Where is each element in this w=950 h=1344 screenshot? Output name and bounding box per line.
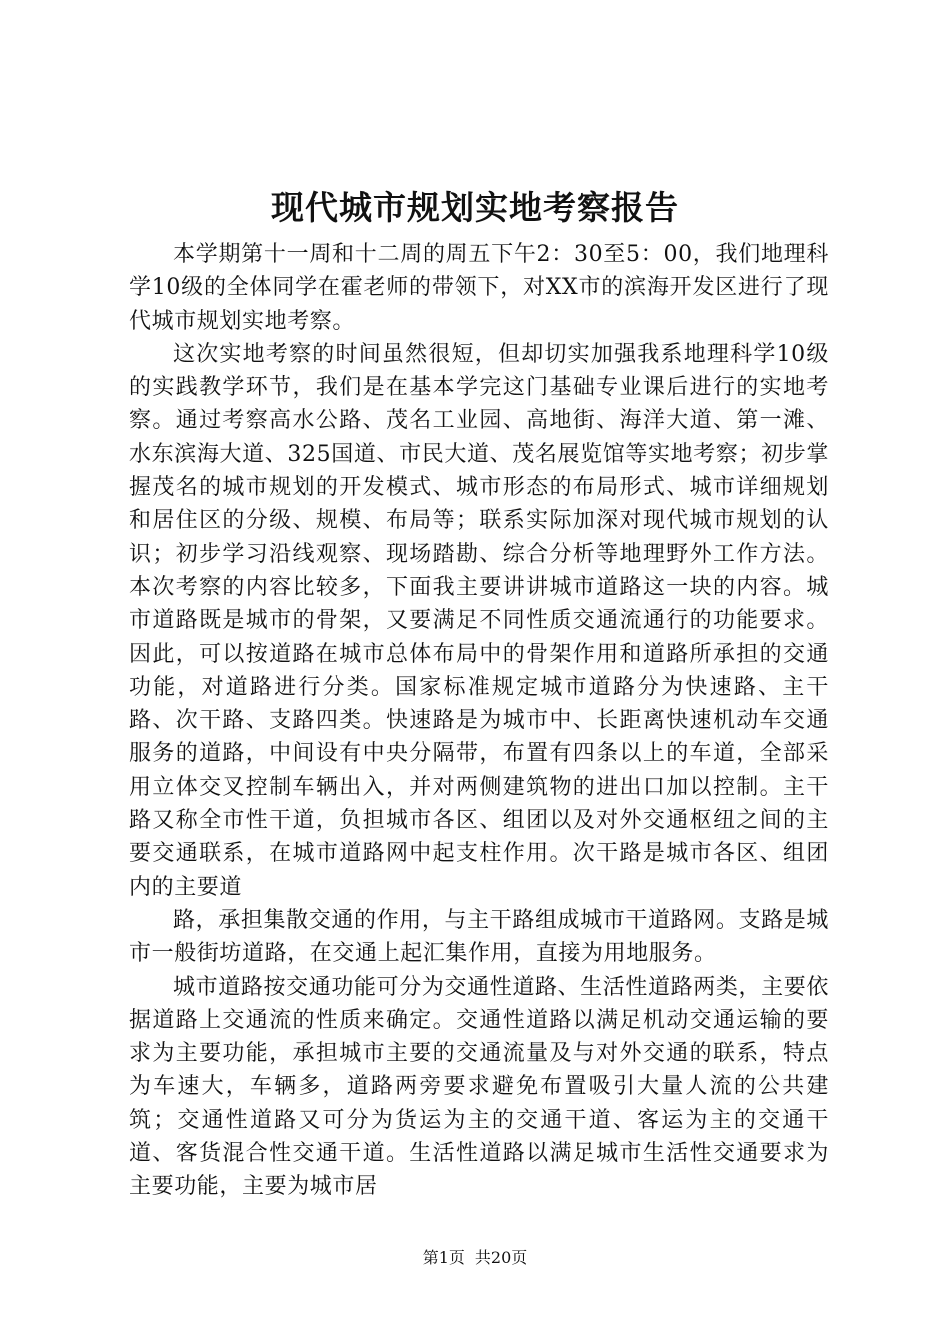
page-number: 第1页 bbox=[422, 1248, 465, 1267]
document-body bbox=[129, 238, 829, 1204]
paragraph-4: 城市道路按交通功能可分为交通性道路、生活性道路两类，主要依据道路上交通流的性质来确定。交通性道路以满足机动交通运输的要求为主要功能，承担城市主要的交通流量及与对外交通的联系，特点为车速大，车辆多，道路两旁要求避免布置吸引大量人流的公共建筑；交通性道路又可分为货运为主的交通干道、客运为主的交通干道、客货混合性交通干道。生活性道路以满足城市生活性交通要求为主要功能，主要为城市居 bbox=[129, 974, 829, 1200]
document-title: 现代城市规划实地考察报告 bbox=[271, 188, 679, 227]
paragraph-3: 路，承担集散交通的作用，与主干路组成城市干道路网。支路是城市一般街坊道路，在交通上起汇集作用，直接为用地服务。 bbox=[129, 907, 829, 967]
paragraph-2: 这次实地考察的时间虽然很短，但却切实加强我系地理科学10级的实践教学环节，我们是在基本学完这门基础专业课后进行的实地考察。通过考察高水公路、茂名工业园、高地街、海洋大道、第一滩、水东滨海大道、325国道、市民大道、茂名展览馆等实地考察；初步掌握茂名的城市规划的开发模式、城市形态的布局形式、城市详细规划和居住区的分级、规模、布局等；联系实际加深对现代城市规划的认识；初步学习沿线观察、现场踏勘、综合分析等地理野外工作方法。本次考察的内容比较多，下面我主要讲讲城市道路这一块的内容。城市道路既是城市的骨架，又要满足不同性质交通流通行的功能要求。因此，可以按道路在城市总体布局中的骨架作用和道路所承担的交通功能，对道路进行分类。国家标准规定城市道路分为快速路、主干路、次干路、支路四类。快速路是为城市中、长距离快速机动车交通服务的道路，中间设有中央分隔带，布置有四条以上的车道，全部采用立体交叉控制车辆出入，并对两侧建筑物的进出口加以控制。主干路又称全市性干道，负担城市各区、组团以及对外交通枢纽之间的主要交通联系，在城市道路网中起支柱作用。次干路是城市各区、组团内的主要道 bbox=[129, 341, 829, 900]
page-total: 共20页 bbox=[474, 1248, 528, 1267]
page-footer bbox=[0, 1247, 950, 1269]
paragraph-1: 本学期第十一周和十二周的周五下午2：30至5：00，我们地理科学10级的全体同学在霍老师的带领下，对XX市的滨海开发区进行了现代城市规划实地考察。 bbox=[129, 242, 829, 334]
